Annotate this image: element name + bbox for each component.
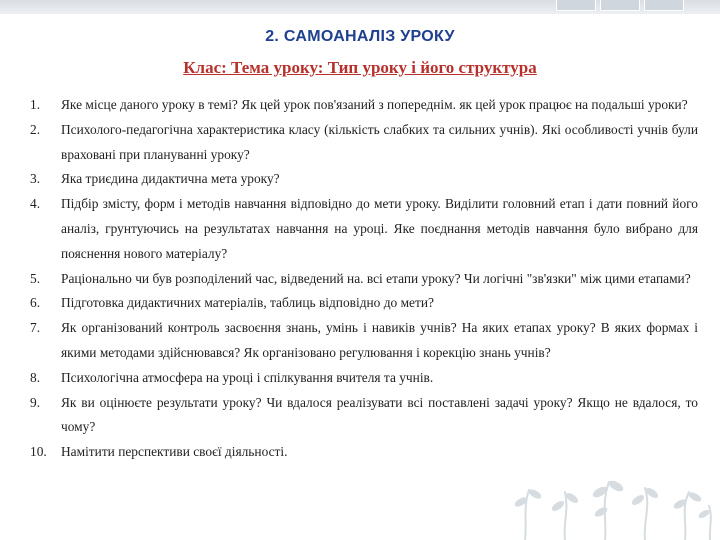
question-text: Як організований контроль засвоєння знань, умінь і навиків учнів? На яких етапах уроку? В яких формах і якими методами здійснювався? Як організовано регулювання і корекцію знань учнів? <box>61 320 698 360</box>
question-text: Психолого-педагогічна характеристика класу (кількість слабких та сильних учнів). Які особливості учнів були враховані при плануванні уроку? <box>61 121 698 162</box>
top-band-tab <box>600 0 640 11</box>
question-item <box>30 267 698 292</box>
question-item <box>30 93 698 118</box>
top-band-tab <box>644 0 684 11</box>
slide-title: 2. САМОАНАЛІЗ УРОКУ <box>265 28 455 45</box>
question-item <box>30 291 698 316</box>
question-item <box>30 316 698 366</box>
question-number: 4. <box>30 196 41 212</box>
question-number: 7. <box>30 320 41 336</box>
question-number: 3. <box>30 171 41 187</box>
question-number: 5. <box>30 270 41 286</box>
question-text: Підготовка дидактичних матеріалів, таблиць відповідно до мети? <box>61 295 434 311</box>
question-number: 1. <box>30 97 41 112</box>
question-text: Яке місце даного уроку в темі? Як цей урок пов'язаний з попереднім. як цей урок працює на подальші уроки? <box>61 97 688 112</box>
question-list <box>30 93 698 465</box>
question-item <box>30 118 698 168</box>
question-text: Психологічна атмосфера на уроці і спілкування вчителя та учнів. <box>61 369 434 385</box>
question-number: 2. <box>30 121 41 137</box>
question-item <box>30 391 698 441</box>
sprouting-plants-decoration <box>505 462 720 540</box>
question-number: 6. <box>30 295 41 311</box>
question-text: Яка триєдина дидактична мета уроку? <box>61 171 280 187</box>
question-number: 10. <box>30 444 47 460</box>
question-number: 9. <box>30 394 41 410</box>
slide-subtitle: Клас: Тема уроку: Тип уроку і його структура <box>183 58 537 77</box>
question-item <box>30 366 698 391</box>
top-band <box>0 0 720 14</box>
question-text: Раціонально чи був розподілений час, відведений на. всі етапи уроку? Чи логічні "зв'язки" між цими етапами? <box>61 270 691 286</box>
question-text: Намітити перспективи своєї діяльності. <box>61 444 288 460</box>
question-text: Як ви оцінюєте результати уроку? Чи вдалося реалізувати всі поставлені задачі уроку? Якщо не вдалося, то чому? <box>61 394 698 435</box>
question-number: 8. <box>30 369 41 385</box>
question-text: Підбір змісту, форм і методів навчання відповідно до мети уроку. Виділити головний етап і дати повний його аналіз, грунтуючись на результатах навчання на уроці. Яке поєднання методів навчання було вибрано для пояснення нового матеріалу? <box>61 196 698 261</box>
question-item <box>30 167 698 192</box>
question-item <box>30 192 698 266</box>
top-band-tab <box>556 0 596 11</box>
